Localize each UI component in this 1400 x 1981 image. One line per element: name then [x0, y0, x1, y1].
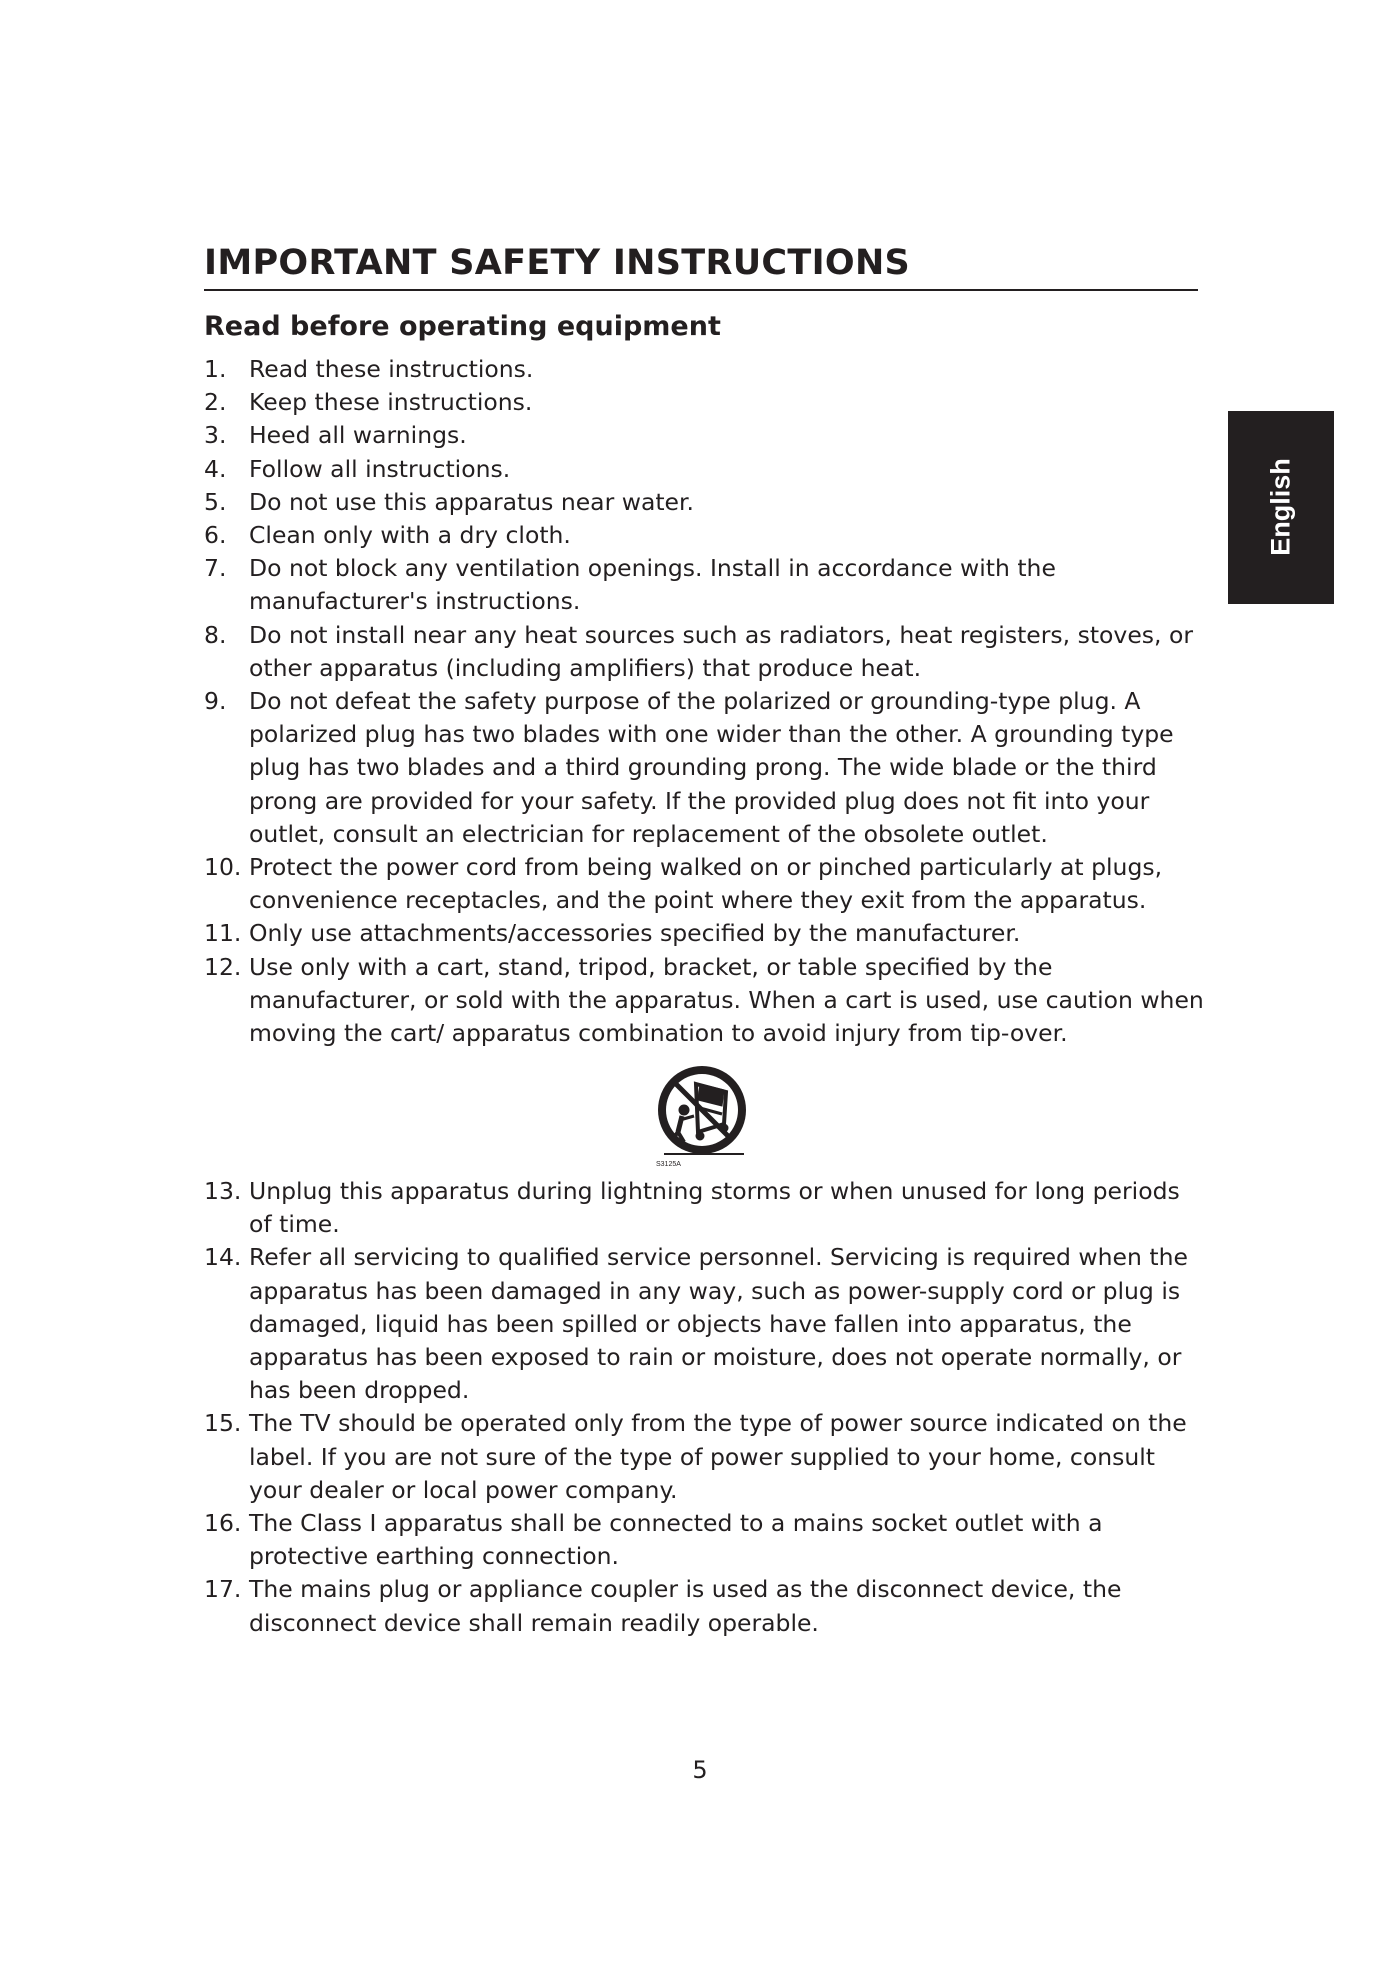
instruction-text: Heed all warnings. [249, 421, 467, 450]
instruction-text: Do not install near any heat sources such as radiators, heat registers, stoves, or other apparatus (including amplifiers) that produce heat. [249, 620, 1194, 682]
instruction-number: 14. [204, 1243, 242, 1272]
instruction-item-1 [204, 353, 1204, 386]
page-title: IMPORTANT SAFETY INSTRUCTIONS [204, 243, 911, 283]
instruction-text: Refer all servicing to qualified service personnel. Servicing is required when the apparatus has been damaged in any way, such as power-supply cord or plug is damaged, liquid has been spilled or objects have fallen into apparatus, the apparatus has been exposed to rain or moisture, does not operate normally, or has been dropped. [249, 1243, 1188, 1405]
language-tab-label: English [1265, 458, 1296, 556]
cart-tip-over-warning-icon [652, 1062, 758, 1168]
cart-warning-code: S3125A [656, 1161, 681, 1168]
instruction-item-11 [204, 917, 1204, 950]
instruction-text: The mains plug or appliance coupler is used as the disconnect device, the disconnect device shall remain readily operable. [249, 1575, 1122, 1637]
instruction-number: 6. [204, 521, 227, 550]
instruction-item-4 [204, 453, 1204, 486]
language-tab [1228, 411, 1334, 604]
instruction-number: 16. [204, 1509, 242, 1538]
instruction-item-6 [204, 519, 1204, 552]
instruction-text: Protect the power cord from being walked on or pinched particularly at plugs, convenience receptacles, and the point where they exit from the apparatus. [249, 853, 1163, 915]
instruction-list-part-1 [204, 353, 1204, 1050]
section-subtitle: Read before operating equipment [204, 311, 721, 342]
instruction-item-3 [204, 419, 1204, 452]
instruction-number: 3. [204, 421, 227, 450]
instruction-text: Unplug this apparatus during lightning storms or when unused for long periods of time. [249, 1177, 1180, 1239]
instruction-text: Keep these instructions. [249, 388, 533, 417]
instruction-item-9 [204, 685, 1204, 851]
instruction-number: 15. [204, 1409, 242, 1438]
instruction-number: 9. [204, 687, 227, 716]
instruction-item-17 [204, 1573, 1204, 1639]
instruction-number: 5. [204, 487, 227, 516]
instruction-item-16 [204, 1507, 1204, 1573]
instruction-number: 10. [204, 853, 242, 882]
instruction-item-2 [204, 386, 1204, 419]
instruction-item-15 [204, 1407, 1204, 1507]
instruction-text: Only use attachments/accessories specified by the manufacturer. [249, 919, 1021, 948]
instruction-list-part-2 [204, 1175, 1204, 1640]
instruction-text: Use only with a cart, stand, tripod, bracket, or table specified by the manufacturer, or sold with the apparatus. When a cart is used, use caution when moving the cart/ apparatus combination to avoid injury from tip-over. [249, 952, 1204, 1048]
instruction-item-7 [204, 552, 1204, 618]
instruction-text: Follow all instructions. [249, 454, 511, 483]
instruction-text: Do not use this apparatus near water. [249, 487, 694, 516]
instruction-item-13 [204, 1175, 1204, 1241]
instruction-item-10 [204, 851, 1204, 917]
instruction-item-5 [204, 486, 1204, 519]
instruction-text: Read these instructions. [249, 355, 534, 383]
instruction-number: 13. [204, 1177, 242, 1205]
instruction-number: 17. [204, 1575, 242, 1604]
instruction-number: 11. [204, 919, 242, 948]
title-divider [204, 289, 1198, 291]
instruction-number: 12. [204, 952, 242, 981]
instruction-text: Do not defeat the safety purpose of the polarized or grounding-type plug. A polarized plug has two blades with one wider than the other. A grounding type plug has two blades and a third grounding prong. The wide blade or the third prong are provided for your safety. If the provided plug does not fit into your outlet, consult an electrician for replacement of the obsolete outlet. [249, 687, 1174, 848]
instruction-text: Clean only with a dry cloth. [249, 521, 571, 550]
instruction-text: The Class I apparatus shall be connected to a mains socket outlet with a protective earthing connection. [249, 1509, 1103, 1571]
instruction-item-12 [204, 951, 1204, 1051]
instruction-number: 7. [204, 554, 227, 583]
instruction-number: 2. [204, 388, 227, 417]
instruction-item-14 [204, 1241, 1204, 1407]
instruction-number: 1. [204, 355, 227, 383]
page-number: 5 [692, 1756, 708, 1784]
instruction-text: Do not block any ventilation openings. Install in accordance with the manufacturer's instructions. [249, 554, 1056, 616]
instruction-item-8 [204, 619, 1204, 685]
instruction-text: The TV should be operated only from the type of power source indicated on the label. If you are not sure of the type of power supplied to your home, consult your dealer or local power company. [249, 1409, 1187, 1504]
instruction-number: 8. [204, 620, 227, 649]
instruction-number: 4. [204, 454, 227, 483]
